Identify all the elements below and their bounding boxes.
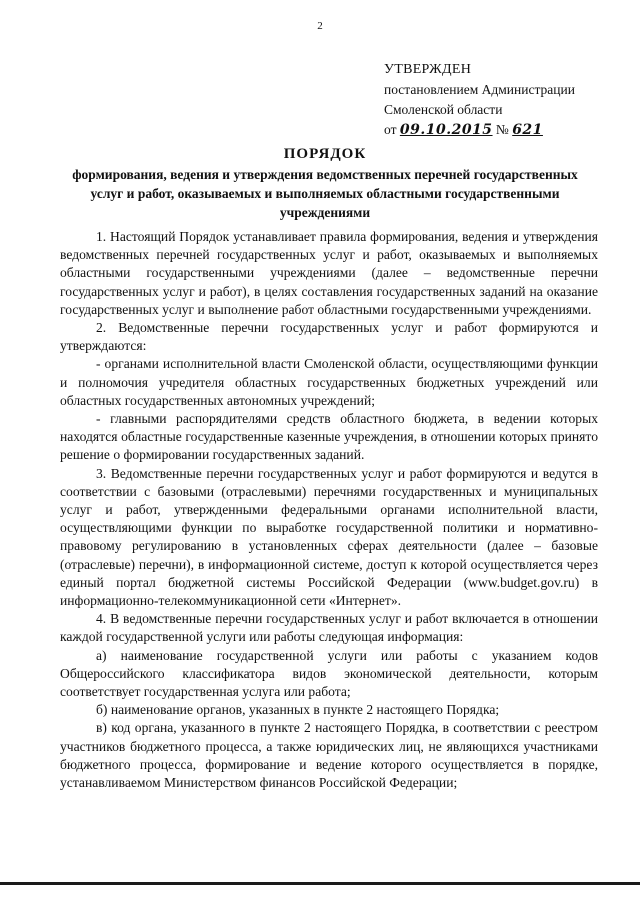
document-title: ПОРЯДОК [283,146,367,162]
handwritten-date: 09.10.2015 [399,122,493,138]
handwritten-number: 621 [512,122,543,138]
approval-line-2: Смоленской области [384,102,503,117]
document-title-block [60,146,590,222]
approval-date-line [384,120,624,140]
paragraph-3: 3. Ведомственные перечни государственных услуг и работ формируются и ведутся в соответствии с базовыми (отраслевыми) перечнями государственных и муниципальных услуг и работ, утвержденными федеральными органами исполнительной власти, осуществляющими функции по выработке государственной политики и нормативно-правовому регулированию в установленных сферах деятельности (далее – базовые (отраслевые) перечни), в информационной системе, доступ к которой осуществляется через единый портал бюджетной системы Российской Федерации (www.budget.gov.ru) в информационно-телекоммуникационной сети «Интернет». [60,465,598,609]
paragraph-4: 4. В ведомственные перечни государственных услуг и работ включается в отношении каждой государственной услуги или работы следующая информация: [60,611,598,645]
approval-line-1: постановлением Администрации [384,82,575,97]
page-number: 2 [317,20,323,32]
bottom-rule [0,882,640,885]
date-prefix: от [384,122,397,137]
document-body [60,228,598,792]
approval-stamp: УТВЕРЖДЕН [384,62,472,77]
paragraph-4-item-a: а) наименование государственной услуги или работы с указанием кодов Общероссийского классификатора видов экономической деятельности, которым соответствует государственная услуга или работа; [60,647,598,700]
paragraph-4-item-v: в) код органа, указанного в пункте 2 настоящего Порядка, в соответствии с реестром участников бюджетного процесса, а также юридических лиц, не являющихся участниками бюджетного процесса, формирование и ведение которого осуществляется в порядке, устанавливаемом Министерством финансов Российской Федерации; [60,720,598,791]
paragraph-2-item-2: - главными распорядителями средств областного бюджета, в ведении которых находятся областные государственные казенные учреждения, в отношении которых принято решение о формировании государственных заданий. [60,411,598,463]
paragraph-2: 2. Ведомственные перечни государственных услуг и работ формируются и утверждаются: [60,320,598,354]
number-sign: № [495,122,509,137]
document-subtitle: формирования, ведения и утверждения ведомственных перечней государственных услуг и работ, оказываемых и выполняемых областными государственными учреждениями [72,167,578,220]
paragraph-2-item-1: - органами исполнительной власти Смоленской области, осуществляющими функции и полномочия учредителя областных государственных бюджетных учреждений или областных государственных автономных учреждений; [60,356,598,408]
approval-block [384,60,624,140]
paragraph-4-item-b: б) наименование органов, указанных в пункте 2 настоящего Порядка; [96,702,500,718]
paragraph-1: 1. Настоящий Порядок устанавливает правила формирования, ведения и утверждения ведомственных перечней государственных услуг и работ, оказываемых и выполняемых областными государственными учреждениями (далее – ведомственные перечни государственных услуг и работ), в целях составления государственных заданий на оказание государственных услуг и выполнение работ областными государственными учреждениями. [60,229,598,317]
